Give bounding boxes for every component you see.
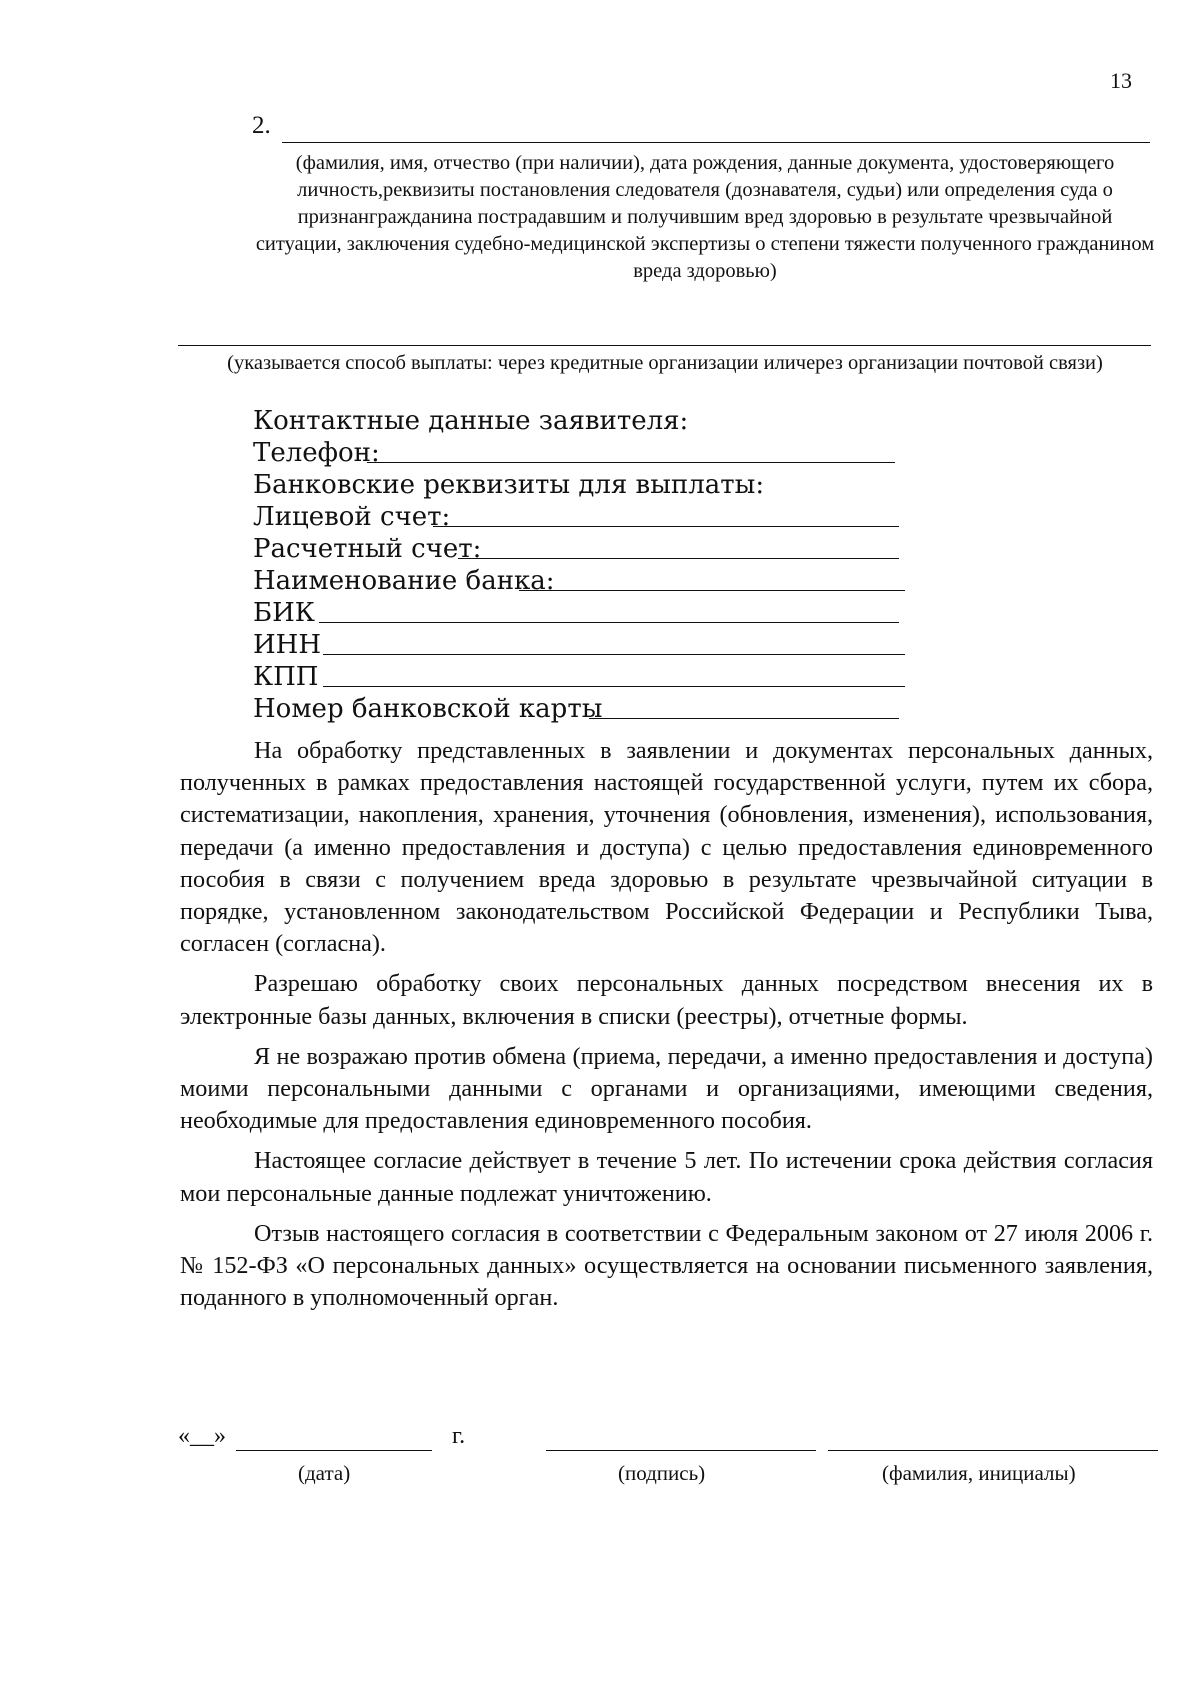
- payment-method-caption: (указывается способ выплаты: через кредитные организации иличерез организации почтовой связи): [227, 352, 1103, 374]
- inn-label: ИНН: [253, 630, 322, 660]
- personal-account-blank-line: [433, 526, 899, 527]
- name-blank-line: [828, 1450, 1158, 1451]
- signature-blank-line: [546, 1450, 816, 1451]
- year-suffix: г.: [452, 1423, 466, 1449]
- card-number-label: Номер банковской карты: [253, 694, 603, 724]
- settlement-account-blank-line: [458, 558, 899, 559]
- kpp-field: [253, 661, 973, 693]
- settlement-account-field: [253, 533, 973, 565]
- bank-name-field: [253, 565, 973, 597]
- phone-label: Телефон:: [253, 438, 380, 468]
- signature-block: [178, 1423, 1158, 1503]
- bank-details-heading: [253, 469, 973, 501]
- date-caption: (дата): [298, 1461, 351, 1485]
- card-number-blank-line: [589, 718, 899, 719]
- bik-label: БИК: [253, 598, 315, 628]
- bik-blank-line: [319, 622, 899, 623]
- item-number: 2.: [252, 112, 271, 139]
- consent-paragraph-2: Разрешаю обработку своих персональных данных посредством внесения их в электронные базы данных, включения в списки (реестры), отчетные формы.: [180, 970, 1153, 1030]
- consent-paragraph-3: Я не возражаю против обмена (приема, передачи, а именно предоставления и доступа) моими персональными данными с органами и организациями, имеющими сведения, необходимые для предоставления единовременного пособия.: [180, 1042, 1153, 1135]
- settlement-account-label: Расчетный счет:: [253, 534, 482, 564]
- personal-account-field: [253, 501, 973, 533]
- card-number-field: [253, 693, 973, 725]
- consent-paragraph-4: Настоящее согласие действует в течение 5 лет. По истечении срока действия согласия мои персональные данные подлежат уничтожению.: [180, 1147, 1153, 1207]
- contact-details-block: [253, 405, 973, 725]
- date-quote: «__»: [178, 1423, 226, 1449]
- bik-field: [253, 597, 973, 629]
- item-2-caption: (фамилия, имя, отчество (при наличии), дата рождения, данные документа, удостоверяющего личность,реквизиты постановления следователя (дознавателя, судьи) или определения суда о признангражданина пострадавшим и получившим вред здоровью в результате чрезвычайной ситуации, заключения судебно-медицинской экспертизы о степени тяжести полученного гражданином вреда здоровью): [255, 152, 1155, 282]
- consent-paragraph-1: На обработку представленных в заявлении и документах персональных данных, полученных в рамках предоставления настоящей государственной услуги, путем их сбора, систематизации, накопления, хранения, уточнения (обновления, изменения), использования, передачи (а именно предоставления и доступа) с целью предоставления единовременного пособия в связи с получением вреда здоровью в результате чрезвычайной ситуации в порядке, установленном законодательством Российской Федерации и Республики Тыва, согласен (согласна).: [180, 737, 1153, 958]
- inn-blank-line: [323, 654, 905, 655]
- phone-field: [253, 437, 973, 469]
- item-2-field: [252, 112, 1150, 146]
- bank-name-blank-line: [519, 590, 905, 591]
- signature-caption: (подпись): [618, 1461, 706, 1485]
- page-number: 13: [1110, 68, 1132, 93]
- personal-account-label: Лицевой счет:: [253, 502, 451, 532]
- kpp-blank-line: [323, 686, 905, 687]
- bank-name-label: Наименование банка:: [253, 566, 555, 596]
- kpp-label: КПП: [253, 662, 319, 692]
- item-2-blank-line: [282, 142, 1150, 143]
- payment-method-blank-line: [178, 345, 1151, 346]
- inn-field: [253, 629, 973, 661]
- consent-paragraph-5: Отзыв настоящего согласия в соответствии с Федеральным законом от 27 июля 2006 г. № 152-ФЗ «О персональных данных» осуществляется на основании письменного заявления, поданного в уполномоченный орган.: [180, 1219, 1153, 1312]
- bank-details-heading-label: Банковские реквизиты для выплаты:: [253, 470, 765, 500]
- date-blank-line: [236, 1450, 432, 1451]
- contacts-heading-label: Контактные данные заявителя:: [253, 406, 689, 436]
- consent-text: [180, 735, 1153, 1322]
- phone-blank-line: [367, 462, 895, 463]
- contacts-heading: [253, 405, 973, 437]
- name-caption: (фамилия, инициалы): [882, 1461, 1076, 1485]
